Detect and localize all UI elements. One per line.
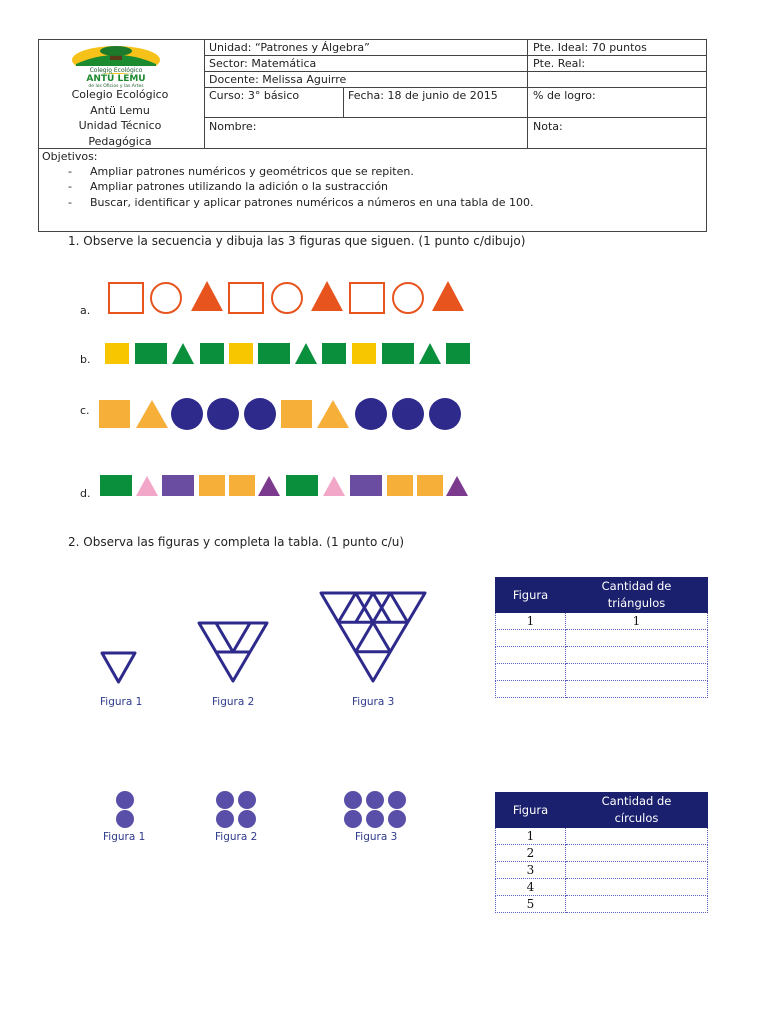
table-cell[interactable] <box>566 862 708 879</box>
figure-3-circle <box>388 791 406 809</box>
triangle <box>432 281 464 311</box>
table-cell[interactable] <box>566 879 708 896</box>
figure-3-circle <box>388 810 406 828</box>
yellow-square <box>229 343 253 364</box>
table-cell[interactable] <box>496 630 566 647</box>
violet-triangle <box>258 476 280 496</box>
green-square <box>200 343 224 364</box>
school-line: Pedagógica <box>88 134 152 148</box>
green-square <box>286 475 318 496</box>
green-triangle <box>295 343 317 364</box>
table-row <box>496 647 708 664</box>
table-header-cantidad: Cantidad de círculos <box>566 793 708 828</box>
table-cell[interactable] <box>566 647 708 664</box>
figure-3-circle <box>344 810 362 828</box>
green-rectangle <box>382 343 414 364</box>
square-outline <box>229 283 263 313</box>
triangle <box>311 281 343 311</box>
triangle-caption-2: Figura 2 <box>212 696 255 708</box>
figure-2-lines <box>216 623 250 652</box>
table-header-figura: Figura <box>496 793 566 828</box>
table-row <box>496 630 708 647</box>
sequence-a <box>100 280 470 316</box>
school-logo <box>68 44 164 88</box>
sector-field: Sector: Matemática <box>209 57 317 70</box>
navy-circle <box>392 398 424 430</box>
table-cell[interactable] <box>496 681 566 698</box>
figure-3-circle <box>366 791 384 809</box>
circle-caption-1: Figura 1 <box>103 831 146 843</box>
green-square <box>446 343 470 364</box>
violet-triangle <box>446 476 468 496</box>
figure-3-circle <box>366 810 384 828</box>
circle-outline <box>272 283 302 313</box>
pink-triangle <box>136 476 158 496</box>
header-divider <box>204 117 707 118</box>
triangle-caption-3: Figura 3 <box>352 696 395 708</box>
logro-field[interactable]: % de logro: <box>533 89 596 102</box>
circle-outline <box>393 283 423 313</box>
orange-square <box>199 475 225 496</box>
bullet-dash: - <box>68 180 72 193</box>
navy-circle <box>244 398 276 430</box>
table-cell[interactable] <box>566 896 708 913</box>
pte-real-field[interactable]: Pte. Real: <box>533 57 586 70</box>
navy-circle <box>207 398 239 430</box>
table-cell[interactable]: 4 <box>496 879 566 896</box>
logo-text-1: Colegio Ecológico <box>89 67 143 74</box>
table-row <box>496 681 708 698</box>
header-divider <box>204 87 707 88</box>
figure-1-circle <box>116 810 134 828</box>
figure-3-circle <box>344 791 362 809</box>
header-divider <box>204 55 707 56</box>
navy-circle <box>429 398 461 430</box>
purple-rectangle <box>350 475 382 496</box>
question-2-title: 2. Observa las figuras y completa la tabla. (1 punto c/u) <box>68 535 405 549</box>
table-cell[interactable]: 5 <box>496 896 566 913</box>
table-cell[interactable] <box>566 630 708 647</box>
circle-figures <box>100 785 420 830</box>
table-row <box>496 879 708 896</box>
table-cell[interactable] <box>566 681 708 698</box>
table-cell[interactable] <box>496 647 566 664</box>
green-rectangle <box>258 343 290 364</box>
triangles-table <box>495 577 708 698</box>
logo-text-3: de los Oficios y las Artes <box>88 84 144 88</box>
table-cell[interactable] <box>566 845 708 862</box>
header-divider <box>527 39 528 149</box>
sequence-label-c: c. <box>80 404 90 417</box>
sequence-label-d: d. <box>80 487 91 500</box>
logo-text-2: ANTÜ LEMU <box>86 74 146 84</box>
yellow-square <box>352 343 376 364</box>
nota-field[interactable]: Nota: <box>533 120 563 133</box>
table-header-cantidad: Cantidad de triángulos <box>566 578 708 613</box>
orange-triangle <box>317 400 349 428</box>
figure-3-lines <box>338 593 355 622</box>
table-row <box>496 613 708 630</box>
triangle-figures <box>95 588 435 688</box>
table-row <box>496 862 708 879</box>
table-cell[interactable]: 1 <box>566 613 708 630</box>
circles-table <box>495 792 708 913</box>
fecha-field: Fecha: 18 de junio de 2015 <box>348 89 498 102</box>
sequence-b <box>100 340 480 368</box>
figure-2-circle <box>238 791 256 809</box>
sequence-label-a: a. <box>80 304 91 317</box>
orange-square <box>387 475 413 496</box>
triangle <box>191 281 223 311</box>
school-line: Colegio Ecológico <box>71 88 169 101</box>
navy-circle <box>171 398 203 430</box>
school-line: Unidad Técnico <box>78 119 162 132</box>
table-cell[interactable] <box>566 664 708 681</box>
table-cell[interactable]: 1 <box>496 828 566 845</box>
table-cell[interactable] <box>566 828 708 845</box>
nombre-field[interactable]: Nombre: <box>209 120 257 133</box>
table-cell[interactable]: 3 <box>496 862 566 879</box>
yellow-square <box>105 343 129 364</box>
table-cell[interactable] <box>496 664 566 681</box>
unidad-field: Unidad: “Patrones y Álgebra” <box>209 41 370 54</box>
curso-field: Curso: 3° básico <box>209 89 300 102</box>
table-header-figura: Figura <box>496 578 566 613</box>
pte-ideal-field: Pte. Ideal: 70 puntos <box>533 41 647 54</box>
circle-caption-2: Figura 2 <box>215 831 258 843</box>
header-divider <box>204 39 205 149</box>
square-outline <box>109 283 143 313</box>
circle-caption-3: Figura 3 <box>355 831 398 843</box>
school-line: Antü Lemu <box>90 103 150 117</box>
pink-triangle <box>323 476 345 496</box>
square-outline <box>350 283 384 313</box>
question-1-title: 1. Observe la secuencia y dibuja las 3 figuras que siguen. (1 punto c/dibujo) <box>68 234 526 248</box>
green-square <box>322 343 346 364</box>
triangle-caption-1: Figura 1 <box>100 696 143 708</box>
orange-square <box>417 475 443 496</box>
header-divider <box>343 87 344 118</box>
figure-2-circle <box>238 810 256 828</box>
table-row <box>496 664 708 681</box>
circle-outline <box>151 283 181 313</box>
orange-square <box>281 400 312 428</box>
table-row <box>496 845 708 862</box>
header-divider <box>204 71 707 72</box>
table-row <box>496 828 708 845</box>
figure-1-circle <box>116 791 134 809</box>
sequence-d <box>98 472 474 500</box>
figure-2-circle <box>216 810 234 828</box>
objectives-title: Objetivos: <box>42 150 98 163</box>
table-cell[interactable]: 2 <box>496 845 566 862</box>
figure-3-lines <box>390 593 407 622</box>
figure-1-triangle <box>102 653 135 682</box>
purple-rectangle <box>162 475 194 496</box>
objective-item: Ampliar patrones utilizando la adición o la sustracción <box>90 180 389 193</box>
orange-square <box>99 400 130 428</box>
green-rectangle <box>135 343 167 364</box>
figure-2-circle <box>216 791 234 809</box>
orange-triangle <box>136 400 168 428</box>
sequence-label-b: b. <box>80 353 91 366</box>
objective-item: Ampliar patrones numéricos y geométricos que se repiten. <box>90 165 414 178</box>
table-cell[interactable]: 1 <box>496 613 566 630</box>
green-triangle <box>172 343 194 364</box>
sequence-c <box>96 397 468 431</box>
school-name <box>40 87 200 149</box>
navy-circle <box>355 398 387 430</box>
table-row <box>496 896 708 913</box>
bullet-dash: - <box>68 165 72 178</box>
objective-item: Buscar, identificar y aplicar patrones numéricos a números en una tabla de 100. <box>90 196 534 209</box>
docente-field: Docente: Melissa Aguirre <box>209 73 347 86</box>
bullet-dash: - <box>68 196 72 209</box>
figure-3-triangle <box>321 593 425 681</box>
green-triangle <box>419 343 441 364</box>
orange-square <box>229 475 255 496</box>
green-square <box>100 475 132 496</box>
